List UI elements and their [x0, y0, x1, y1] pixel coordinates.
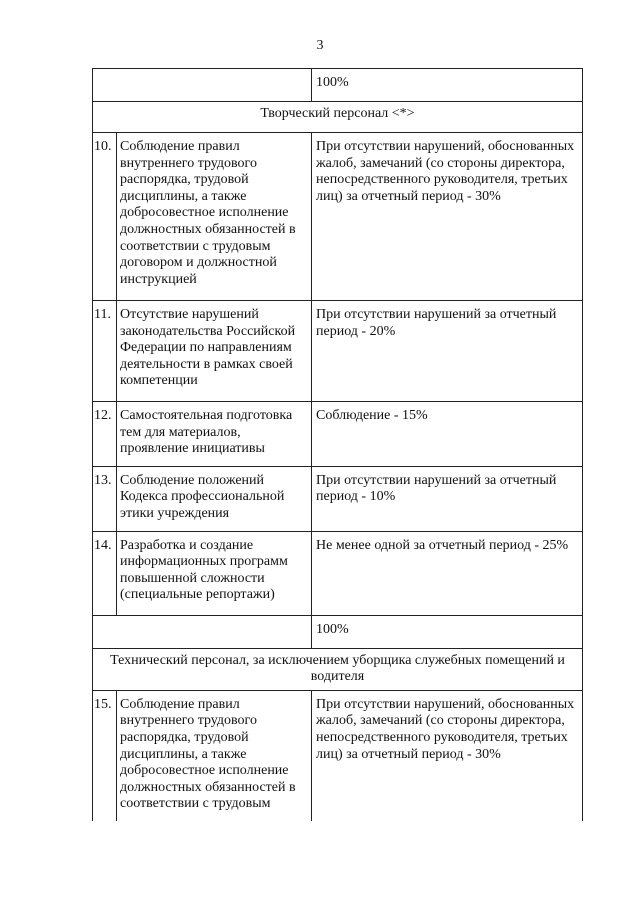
section-title-creative: Творческий персонал <*> — [93, 102, 583, 133]
table-row — [93, 402, 583, 467]
table-row — [93, 466, 583, 531]
criteria-table — [92, 68, 583, 821]
total-row-creative — [93, 615, 583, 648]
row-criterion: Соблюдение положений Кодекса профессиональной этики учреждения — [117, 466, 312, 531]
table-row — [93, 690, 583, 821]
row-criterion: Соблюдение правил внутреннего трудового распорядка, трудовой дисциплины, а также добросовестное исполнение должностных обязанностей в соответствии с трудовым договором и должностной инструкцией — [117, 133, 312, 301]
row-value: Соблюдение - 15% — [312, 402, 583, 467]
row-criterion: Соблюдение правил внутреннего трудового распорядка, трудовой дисциплины, а также добросовестное исполнение должностных обязанностей в соответствии с трудовым — [117, 690, 312, 821]
row-number: 10. — [93, 133, 117, 301]
page-number: 3 — [316, 38, 324, 53]
total-value: 100% — [312, 69, 583, 102]
total-empty-cell — [93, 615, 312, 648]
row-value: При отсутствии нарушений за отчетный период - 20% — [312, 301, 583, 402]
row-number: 14. — [93, 531, 117, 615]
row-number: 15. — [93, 690, 117, 821]
row-number: 13. — [93, 466, 117, 531]
section-title-technical: Технический персонал, за исключением уборщика служебных помещений и водителя — [93, 648, 583, 690]
section-row-technical — [93, 648, 583, 690]
row-value: При отсутствии нарушений, обоснованных жалоб, замечаний (со стороны директора, непосредственного руководителя, третьих лиц) за отчетный период - 30% — [312, 690, 583, 821]
row-number: 12. — [93, 402, 117, 467]
row-value: Не менее одной за отчетный период - 25% — [312, 531, 583, 615]
section-row-creative — [93, 102, 583, 133]
table-row — [93, 301, 583, 402]
row-value: При отсутствии нарушений, обоснованных жалоб, замечаний (со стороны директора, непосредственного руководителя, третьих лиц) за отчетный период - 30% — [312, 133, 583, 301]
total-empty-cell — [93, 69, 312, 102]
total-value: 100% — [312, 615, 583, 648]
row-criterion: Разработка и создание информационных программ повышенной сложности (специальные репортажи) — [117, 531, 312, 615]
row-number: 11. — [93, 301, 117, 402]
table-row — [93, 133, 583, 301]
table-row — [93, 531, 583, 615]
row-criterion: Отсутствие нарушений законодательства Российской Федерации по направлениям деятельности в рамках своей компетенции — [117, 301, 312, 402]
row-value: При отсутствии нарушений за отчетный период - 10% — [312, 466, 583, 531]
row-criterion: Самостоятельная подготовка тем для материалов, проявление инициативы — [117, 402, 312, 467]
total-row-top — [93, 69, 583, 102]
